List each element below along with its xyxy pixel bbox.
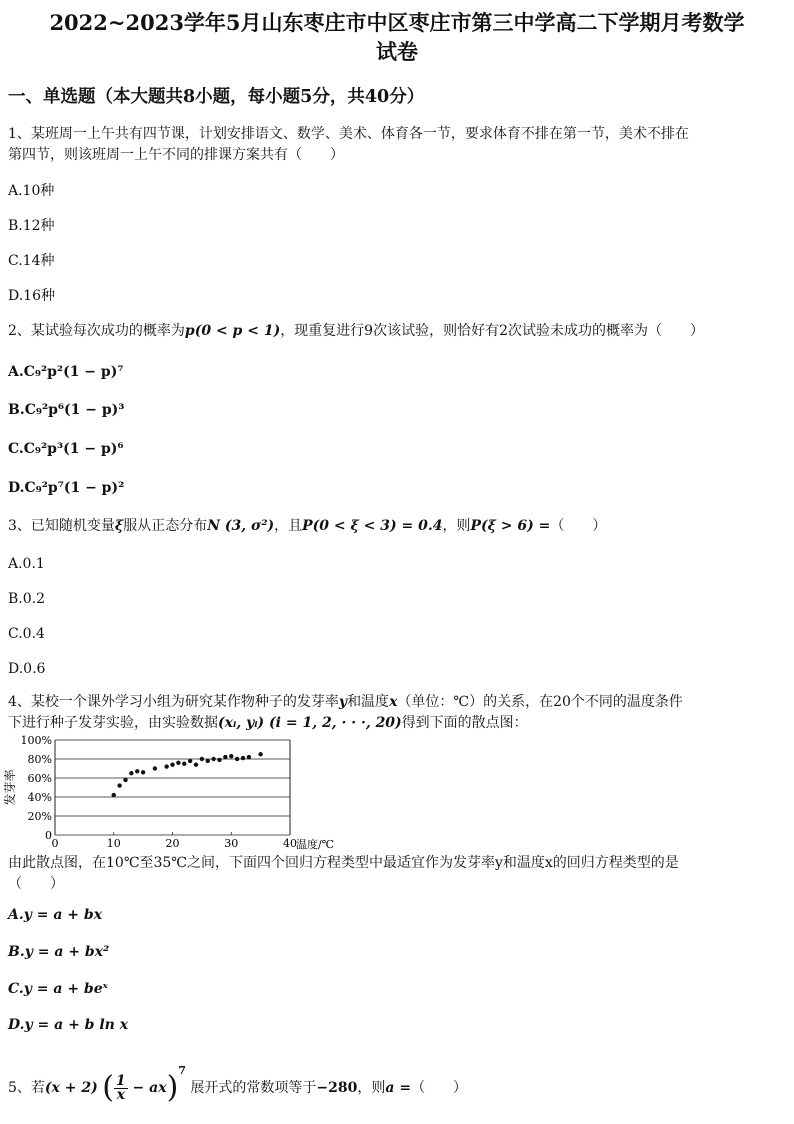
option-d[interactable]: D.y = a + b ln x xyxy=(8,1017,129,1033)
y-axis-label: 发芽率 xyxy=(3,769,17,806)
option-a[interactable]: A.0.1 xyxy=(8,556,45,572)
x-tick-label: 40 xyxy=(283,837,297,850)
data-point xyxy=(235,757,239,761)
data-point xyxy=(200,757,204,761)
data-point xyxy=(153,766,157,770)
data-point xyxy=(206,759,210,763)
data-point xyxy=(247,755,251,759)
data-point xyxy=(170,763,174,767)
y-tick-label: 0 xyxy=(45,829,52,842)
question-stem: 某班周一上午共有四节课，计划安排语文、数学、美术、体育各一节，要求体育不排在第一节，美术不排在 xyxy=(30,126,689,142)
question-number: 1、 xyxy=(8,126,31,142)
option-b[interactable]: B.12种 xyxy=(8,218,55,234)
data-point xyxy=(164,764,168,768)
page-title-line1: 2022~2023学年5月山东枣庄市中区枣庄市第三中学高二下学期月考数学 xyxy=(49,10,745,35)
question-stem-end: （ ） xyxy=(550,518,607,534)
question-1 xyxy=(8,124,786,166)
y-tick-label: 60% xyxy=(27,772,52,785)
x-axis-label: 温度/℃ xyxy=(296,838,335,851)
question-stem-end: （ ） xyxy=(411,1080,468,1096)
math-distribution: N (3, σ²) xyxy=(207,518,275,534)
option-d[interactable]: D.C₉²p⁷(1 − p)² xyxy=(8,480,125,496)
math-expression: (x + 2) xyxy=(44,1080,98,1096)
fraction: $\frac{1}{x}$ xyxy=(115,1072,126,1103)
question-2 xyxy=(8,321,786,342)
option-d[interactable]: D.16种 xyxy=(8,288,55,304)
question-stem-text: 下进行种子发芽实验，由实验数据 xyxy=(8,715,218,731)
question-stem-text: 服从正态分布 xyxy=(123,518,208,534)
question-stem-suffix: ，现重复进行9次该试验，则恰好有2次试验未成功的概率为（ ） xyxy=(280,323,705,339)
x-tick-label: 30 xyxy=(224,837,239,850)
question-number: 3、 xyxy=(8,518,31,534)
data-point xyxy=(135,769,139,773)
option-b[interactable]: B.y = a + bx² xyxy=(8,944,110,960)
data-point xyxy=(117,783,121,787)
question-stem-text: ，则 xyxy=(357,1080,386,1096)
question-stem-text: （ ） xyxy=(8,876,64,892)
question-number: 5、 xyxy=(8,1080,31,1096)
question-3 xyxy=(8,516,786,537)
question-4-continued xyxy=(8,853,786,895)
option-a[interactable]: A.C₉²p²(1 − p)⁷ xyxy=(8,364,124,380)
question-stem-text: ，则 xyxy=(442,518,471,534)
question-stem-text: 和温度 xyxy=(347,694,390,710)
math-ask: a = xyxy=(385,1080,412,1096)
math-expression: − ax xyxy=(127,1080,167,1096)
option-b[interactable]: B.0.2 xyxy=(8,591,46,607)
y-tick-label: 20% xyxy=(27,810,52,823)
question-stem-text: （单位：℃）的关系，在20个不同的温度条件 xyxy=(397,694,683,710)
math-variable: ξ xyxy=(114,518,124,534)
question-stem-text: ，且 xyxy=(274,518,303,534)
question-stem: 已知随机变量 xyxy=(30,518,115,534)
question-5: 5、若(x + 2) ( $\frac{1}{x}$ − ax)$^7$ 展开式的常数项等于−280，则a =（ ） xyxy=(8,1064,468,1105)
option-c[interactable]: C.C₉²p³(1 − p)⁶ xyxy=(8,441,124,457)
math-ask: P(ξ > 6) = xyxy=(470,518,551,534)
math-constant: −280 xyxy=(316,1080,358,1096)
data-point xyxy=(176,761,180,765)
math-probability: P(0 < ξ < 3) = 0.4 xyxy=(302,518,443,534)
option-c[interactable]: C.y = a + beˣ xyxy=(8,981,108,997)
data-point xyxy=(229,754,233,758)
scatter-plot xyxy=(0,732,360,852)
option-a[interactable]: A.y = a + bx xyxy=(8,907,103,923)
question-number: 4、 xyxy=(8,694,31,710)
question-stem-continued: 第四节，则该班周一上午不同的排课方案共有（ ） xyxy=(8,147,344,163)
data-point xyxy=(241,756,245,760)
question-number: 2、 xyxy=(8,323,31,339)
data-point xyxy=(123,778,127,782)
math-variable-y: y xyxy=(338,694,348,710)
option-d[interactable]: D.0.6 xyxy=(8,661,46,677)
paren-left: ( xyxy=(102,1070,114,1105)
math-expression: p(0 < p < 1) xyxy=(184,323,281,339)
data-point xyxy=(188,759,192,763)
question-stem: 若 xyxy=(30,1080,45,1096)
x-tick-label: 0 xyxy=(51,837,59,850)
math-variable-x: x xyxy=(389,694,398,710)
data-point xyxy=(112,793,116,797)
question-4 xyxy=(8,692,786,734)
data-point xyxy=(194,763,198,767)
x-tick-label: 10 xyxy=(106,837,121,850)
page-title-line2: 试卷 xyxy=(376,39,418,64)
option-c[interactable]: C.14种 xyxy=(8,253,55,269)
data-point xyxy=(217,758,221,762)
section-heading: 一、单选题（本大题共8小题，每小题5分，共40分） xyxy=(8,87,425,107)
option-b[interactable]: B.C₉²p⁶(1 − p)³ xyxy=(8,402,125,418)
math-data-pairs: (xᵢ, yᵢ) (i = 1, 2, · · ·, 20) xyxy=(218,715,402,731)
data-point xyxy=(258,752,262,756)
option-a[interactable]: A.10种 xyxy=(8,183,55,199)
data-point xyxy=(211,757,215,761)
data-point xyxy=(141,770,145,774)
question-stem-text: 得到下面的散点图： xyxy=(401,715,528,731)
option-c[interactable]: C.0.4 xyxy=(8,626,45,642)
y-tick-label: 100% xyxy=(20,734,52,747)
question-stem: 某试验每次成功的概率为 xyxy=(30,323,185,339)
question-stem-text: 展开式的常数项等于 xyxy=(190,1080,317,1096)
question-stem-text: 由此散点图，在10℃至35℃之间，下面四个回归方程类型中最适宜作为发芽率y和温度x的回归方程类型的是 xyxy=(8,855,679,871)
question-stem: 某校一个课外学习小组为研究某作物种子的发芽率 xyxy=(30,694,339,710)
y-tick-label: 80% xyxy=(27,753,52,766)
x-tick-label: 20 xyxy=(165,837,180,850)
y-tick-label: 40% xyxy=(27,791,52,804)
data-point xyxy=(129,771,133,775)
data-point xyxy=(223,755,227,759)
paren-right: ) xyxy=(166,1070,179,1105)
data-point xyxy=(182,762,186,766)
